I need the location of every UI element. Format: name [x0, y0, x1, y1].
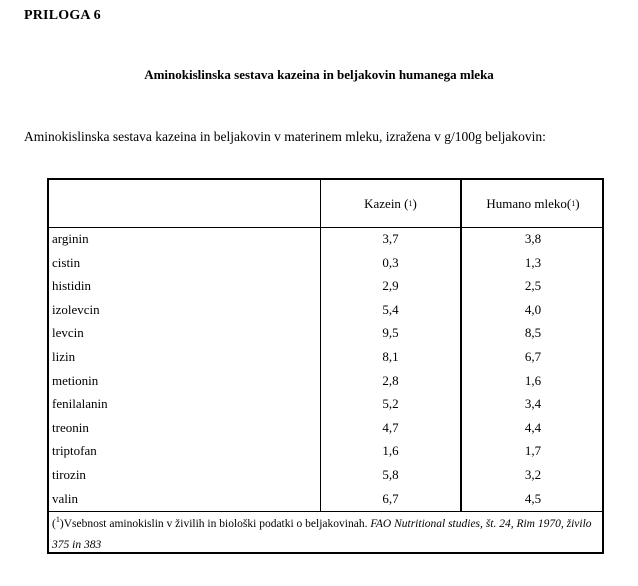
- column-header-humano-mleko: Humano mleko( 1 ): [486, 195, 580, 211]
- table-row: [49, 394, 602, 418]
- amino-acid-name: levcin: [52, 325, 84, 341]
- amino-acid-name: fenilalanin: [52, 396, 108, 412]
- kazein-value: 6,7: [382, 490, 399, 506]
- kazein-value: 5,2: [382, 396, 399, 412]
- humano-mleko-value: 1,6: [524, 372, 542, 388]
- amino-acid-name: treonin: [52, 419, 89, 435]
- column-header-close: ): [575, 195, 580, 211]
- humano-mleko-value: 3,4: [524, 396, 542, 412]
- amino-acid-name: lizin: [52, 349, 76, 364]
- humano-mleko-value: 4,0: [524, 301, 542, 317]
- kazein-value: 8,1: [382, 349, 399, 364]
- amino-acid-name: triptofan: [52, 443, 97, 459]
- humano-mleko-value: 6,7: [524, 349, 542, 364]
- kazein-value: 1,6: [382, 443, 399, 459]
- amino-acid-name: arginin: [52, 231, 89, 246]
- footnote-source: FAO Nutritional studies, št. 24, Rim 1970, živilo 375 in 383: [52, 518, 592, 551]
- footnote-close: ): [59, 518, 64, 530]
- column-header-label: Humano mleko(: [486, 195, 572, 211]
- humano-mleko-value: 3,8: [524, 231, 542, 246]
- table-row: [49, 489, 602, 513]
- humano-mleko-value: 8,5: [524, 325, 542, 341]
- humano-mleko-value: 3,2: [524, 467, 542, 482]
- table-row: [49, 229, 602, 253]
- kazein-value: 9,5: [382, 325, 399, 341]
- column-header-label: Kazein (: [364, 195, 409, 211]
- kazein-value: 4,7: [382, 419, 399, 435]
- table-row: [49, 253, 602, 277]
- kazein-value: 5,8: [382, 467, 399, 482]
- amino-acid-table: [47, 178, 604, 554]
- header-divider: [49, 227, 602, 228]
- amino-acid-name: tirozin: [52, 467, 86, 482]
- humano-mleko-value: 2,5: [524, 278, 542, 294]
- humano-mleko-value: 4,5: [524, 490, 542, 506]
- amino-acid-name: cistin: [52, 254, 81, 270]
- amino-acid-name: izolevcin: [52, 301, 100, 317]
- intro-paragraph: Aminokislinska sestava kazeina in beljakovin v materinem mleku, izražena v g/100g beljakovin:: [24, 129, 546, 144]
- table-footnote: [52, 514, 597, 556]
- table-row: [49, 347, 602, 371]
- page-heading: PRILOGA 6: [24, 8, 101, 23]
- kazein-value: 2,8: [382, 372, 399, 388]
- column-header-close: ): [412, 195, 417, 211]
- document-title: Aminokislinska sestava kazeina in beljakovin humanega mleka: [144, 67, 494, 82]
- amino-acid-name: metionin: [52, 372, 99, 388]
- humano-mleko-value: 1,7: [524, 443, 542, 459]
- amino-acid-name: valin: [52, 490, 78, 506]
- table-row: [49, 441, 602, 465]
- column-header-kazein: Kazein ( 1 ): [364, 195, 417, 211]
- table-row: [49, 371, 602, 395]
- kazein-value: 2,9: [382, 278, 399, 294]
- footnote-marker: 1: [55, 515, 60, 525]
- kazein-value: 3,7: [382, 231, 399, 246]
- table-row: [49, 465, 602, 489]
- footnote-text: Vsebnost aminokislin v živilih in biološki podatki o beljakovinah.: [63, 518, 371, 530]
- table-row: [49, 300, 602, 324]
- kazein-value: 5,4: [382, 301, 399, 317]
- amino-acid-name: histidin: [52, 278, 92, 294]
- humano-mleko-value: 1,3: [524, 254, 542, 270]
- kazein-value: 0,3: [382, 254, 399, 270]
- humano-mleko-value: 4,4: [524, 419, 542, 435]
- footnote-open: (: [52, 518, 56, 530]
- table-row: [49, 276, 602, 300]
- table-row: [49, 323, 602, 347]
- table-row: [49, 418, 602, 442]
